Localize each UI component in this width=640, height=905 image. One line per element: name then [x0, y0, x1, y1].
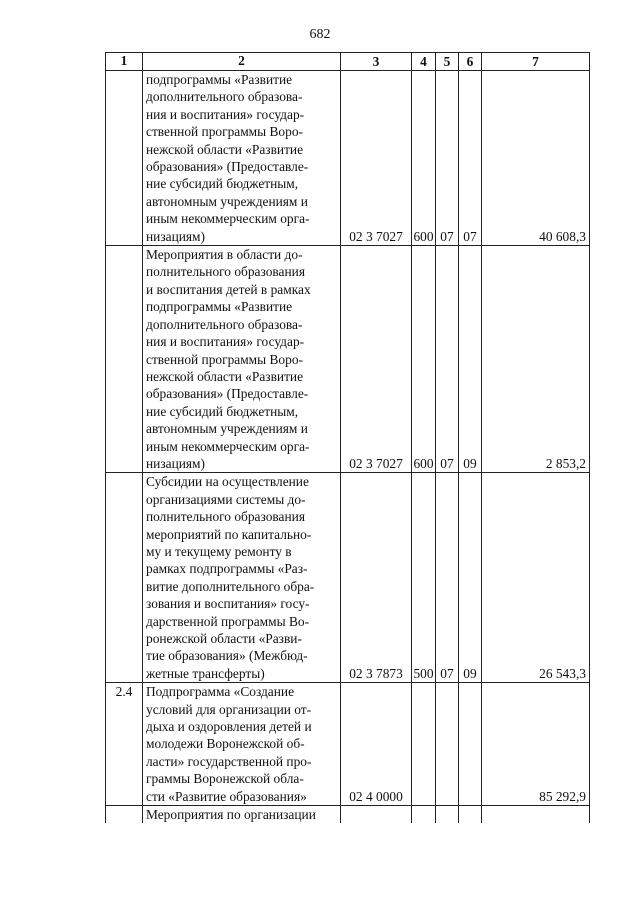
row-col-5: 07	[436, 71, 459, 246]
row-col-5	[436, 806, 459, 824]
row-col-6: 09	[459, 246, 482, 473]
row-description: Подпрограмма «Создание условий для организации от- дыха и оздоровления детей и молодежи Воронежской об- ласти» государственной про- граммы Воронежской обла- сти «Развитие образования»	[143, 683, 341, 806]
header-col-1: 1	[106, 53, 143, 71]
row-amount: 26 543,3	[482, 473, 590, 683]
header-col-5: 5	[436, 53, 459, 71]
row-col-4	[412, 683, 436, 806]
header-col-4: 4	[412, 53, 436, 71]
row-col-4: 600	[412, 246, 436, 473]
row-col-5: 07	[436, 473, 459, 683]
row-col-5: 07	[436, 246, 459, 473]
row-amount	[482, 806, 590, 824]
row-number: 2.4	[106, 683, 143, 806]
row-number	[106, 71, 143, 246]
row-col-5	[436, 683, 459, 806]
row-col-6: 07	[459, 71, 482, 246]
header-col-2: 2	[143, 53, 341, 71]
row-col-6	[459, 806, 482, 824]
row-number	[106, 806, 143, 824]
row-description: Мероприятия по организации	[143, 806, 341, 824]
table-body	[106, 71, 590, 824]
page-number: 682	[309, 27, 331, 42]
row-code	[341, 806, 412, 824]
row-number	[106, 246, 143, 473]
row-description: Субсидии на осуществление организациями системы до- полнительного образования мероприятий по капитально- му и текущему ремонту в рамках подпрограммы «Раз- витие дополнительного обра- зования и воспитания» госу- дарственной программы Во- ронежской области «Разви- тие образования» (Межбюд- жетные трансферты)	[143, 473, 341, 683]
table-row	[106, 71, 590, 246]
row-description: Мероприятия в области до- полнительного образования и воспитания детей в рамках подпрограммы «Развитие дополнительного образова- ния и воспитания» государ- ственной программы Воро- нежской области «Развитие образования» (Предоставле- ние субсидий бюджетным, автономным учреждениям и иным некоммерческим орга- низациям)	[143, 246, 341, 473]
header-col-6: 6	[459, 53, 482, 71]
row-col-4: 600	[412, 71, 436, 246]
row-code: 02 3 7027	[341, 71, 412, 246]
row-code: 02 3 7873	[341, 473, 412, 683]
table-row	[106, 683, 590, 806]
row-code: 02 4 0000	[341, 683, 412, 806]
row-col-6: 09	[459, 473, 482, 683]
row-col-4	[412, 806, 436, 824]
row-amount: 85 292,9	[482, 683, 590, 806]
header-col-7: 7	[482, 53, 590, 71]
row-description: подпрограммы «Развитие дополнительного образова- ния и воспитания» государ- ственной программы Воро- нежской области «Развитие образования» (Предоставле- ние субсидий бюджетным, автономным учреждениям и иным некоммерческим орга- низациям)	[143, 71, 341, 246]
budget-table	[105, 52, 590, 823]
row-col-6	[459, 683, 482, 806]
row-amount: 40 608,3	[482, 71, 590, 246]
row-amount: 2 853,2	[482, 246, 590, 473]
row-number	[106, 473, 143, 683]
header-col-3: 3	[341, 53, 412, 71]
table-row	[106, 246, 590, 473]
table-header	[106, 53, 590, 71]
header-row	[106, 53, 590, 71]
table-row	[106, 473, 590, 683]
table-row	[106, 806, 590, 824]
row-code: 02 3 7027	[341, 246, 412, 473]
row-col-4: 500	[412, 473, 436, 683]
